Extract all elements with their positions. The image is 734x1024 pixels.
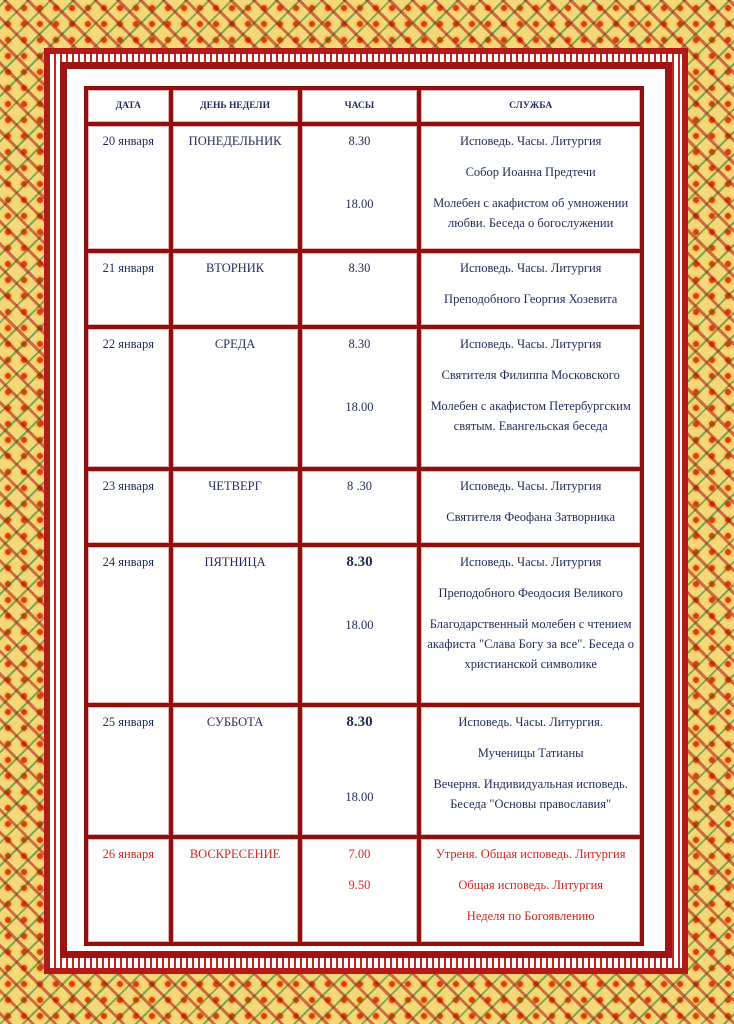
weekday-cell: ВТОРНИК <box>173 253 298 325</box>
date-cell: 22 января <box>88 329 169 467</box>
date-cell: 20 января <box>88 126 169 249</box>
service-line: Вечерня. Индивидуальная исповедь. Беседа "Основы православия" <box>433 777 628 811</box>
service-line: Исповедь. Часы. Литургия <box>459 337 602 351</box>
date-cell: 26 января <box>88 839 169 942</box>
time-value: 9.50 <box>348 878 371 892</box>
service-line: Молебен с акафистом Петербургским святым. Евангельская беседа <box>430 399 631 433</box>
date-cell: 23 января <box>88 471 169 543</box>
service-line: Исповедь. Часы. Литургия <box>459 479 602 493</box>
service-line: Собор Иоанна Предтечи <box>465 165 596 179</box>
time-cell <box>302 839 418 942</box>
service-line: Общая исповедь. Литургия <box>458 878 604 892</box>
weekday-cell: ПОНЕДЕЛЬНИК <box>173 126 298 249</box>
weekday-cell: СРЕДА <box>173 329 298 467</box>
date-cell: 24 января <box>88 547 169 703</box>
time-cell <box>302 329 418 467</box>
time-value: 18.00 <box>345 197 374 211</box>
time-cell <box>302 471 418 543</box>
service-cell <box>421 707 640 835</box>
service-line: Преподобного Георгия Хозевита <box>444 292 618 306</box>
time-cell <box>302 547 418 703</box>
weekday-cell: СУББОТА <box>173 707 298 835</box>
service-line: Исповедь. Часы. Литургия. <box>458 715 603 729</box>
time-value: 7.00 <box>348 847 371 861</box>
service-line: Преподобного Феодосия Великого <box>438 586 623 600</box>
service-cell <box>421 471 640 543</box>
header-row <box>88 90 640 122</box>
time-value: 8.30 <box>348 134 371 148</box>
service-line: Святителя Филиппа Московского <box>441 368 620 382</box>
service-cell <box>421 329 640 467</box>
service-line: Исповедь. Часы. Литургия <box>459 134 602 148</box>
service-cell <box>421 547 640 703</box>
time-value: 8 .30 <box>346 479 372 493</box>
weekday-cell: ПЯТНИЦА <box>173 547 298 703</box>
date-cell: 21 января <box>88 253 169 325</box>
time-value: 18.00 <box>345 790 374 804</box>
service-line: Мученицы Татианы <box>477 746 584 760</box>
date-cell: 25 января <box>88 707 169 835</box>
table-row <box>88 547 640 703</box>
table-row <box>88 253 640 325</box>
table-row <box>88 126 640 249</box>
schedule-table <box>84 86 644 946</box>
time-cell <box>302 253 418 325</box>
time-value: 8.30 <box>348 261 371 275</box>
header-time: ЧАСЫ <box>302 90 418 122</box>
service-line: Исповедь. Часы. Литургия <box>459 555 602 569</box>
header-weekday: ДЕНЬ НЕДЕЛИ <box>173 90 298 122</box>
table-row <box>88 471 640 543</box>
service-cell <box>421 839 640 942</box>
time-value: 8.30 <box>348 337 371 351</box>
weekday-cell: ЧЕТВЕРГ <box>173 471 298 543</box>
service-line: Молебен с акафистом об умножении любви. Беседа о богослужении <box>433 196 629 230</box>
service-cell <box>421 126 640 249</box>
time-value: 18.00 <box>345 400 374 414</box>
service-line: Исповедь. Часы. Литургия <box>459 261 602 275</box>
table-row <box>88 839 640 942</box>
service-line: Неделя по Богоявлению <box>466 909 595 923</box>
service-line: Святителя Феофана Затворника <box>446 510 616 524</box>
service-line: Утреня. Общая исповедь. Литургия <box>435 847 626 861</box>
time-value: 8.30 <box>346 554 373 570</box>
table-row <box>88 707 640 835</box>
service-cell <box>421 253 640 325</box>
header-service: СЛУЖБА <box>421 90 640 122</box>
table-row <box>88 329 640 467</box>
header-date: ДАТА <box>88 90 169 122</box>
time-cell <box>302 126 418 249</box>
time-value: 8.30 <box>346 714 373 730</box>
service-line: Благодарственный молебен с чтением акафиста "Слава Богу за все". Беседа о христианской символике <box>427 617 634 671</box>
time-value: 18.00 <box>345 618 374 632</box>
time-cell <box>302 707 418 835</box>
weekday-cell: ВОСКРЕСЕНИЕ <box>173 839 298 942</box>
